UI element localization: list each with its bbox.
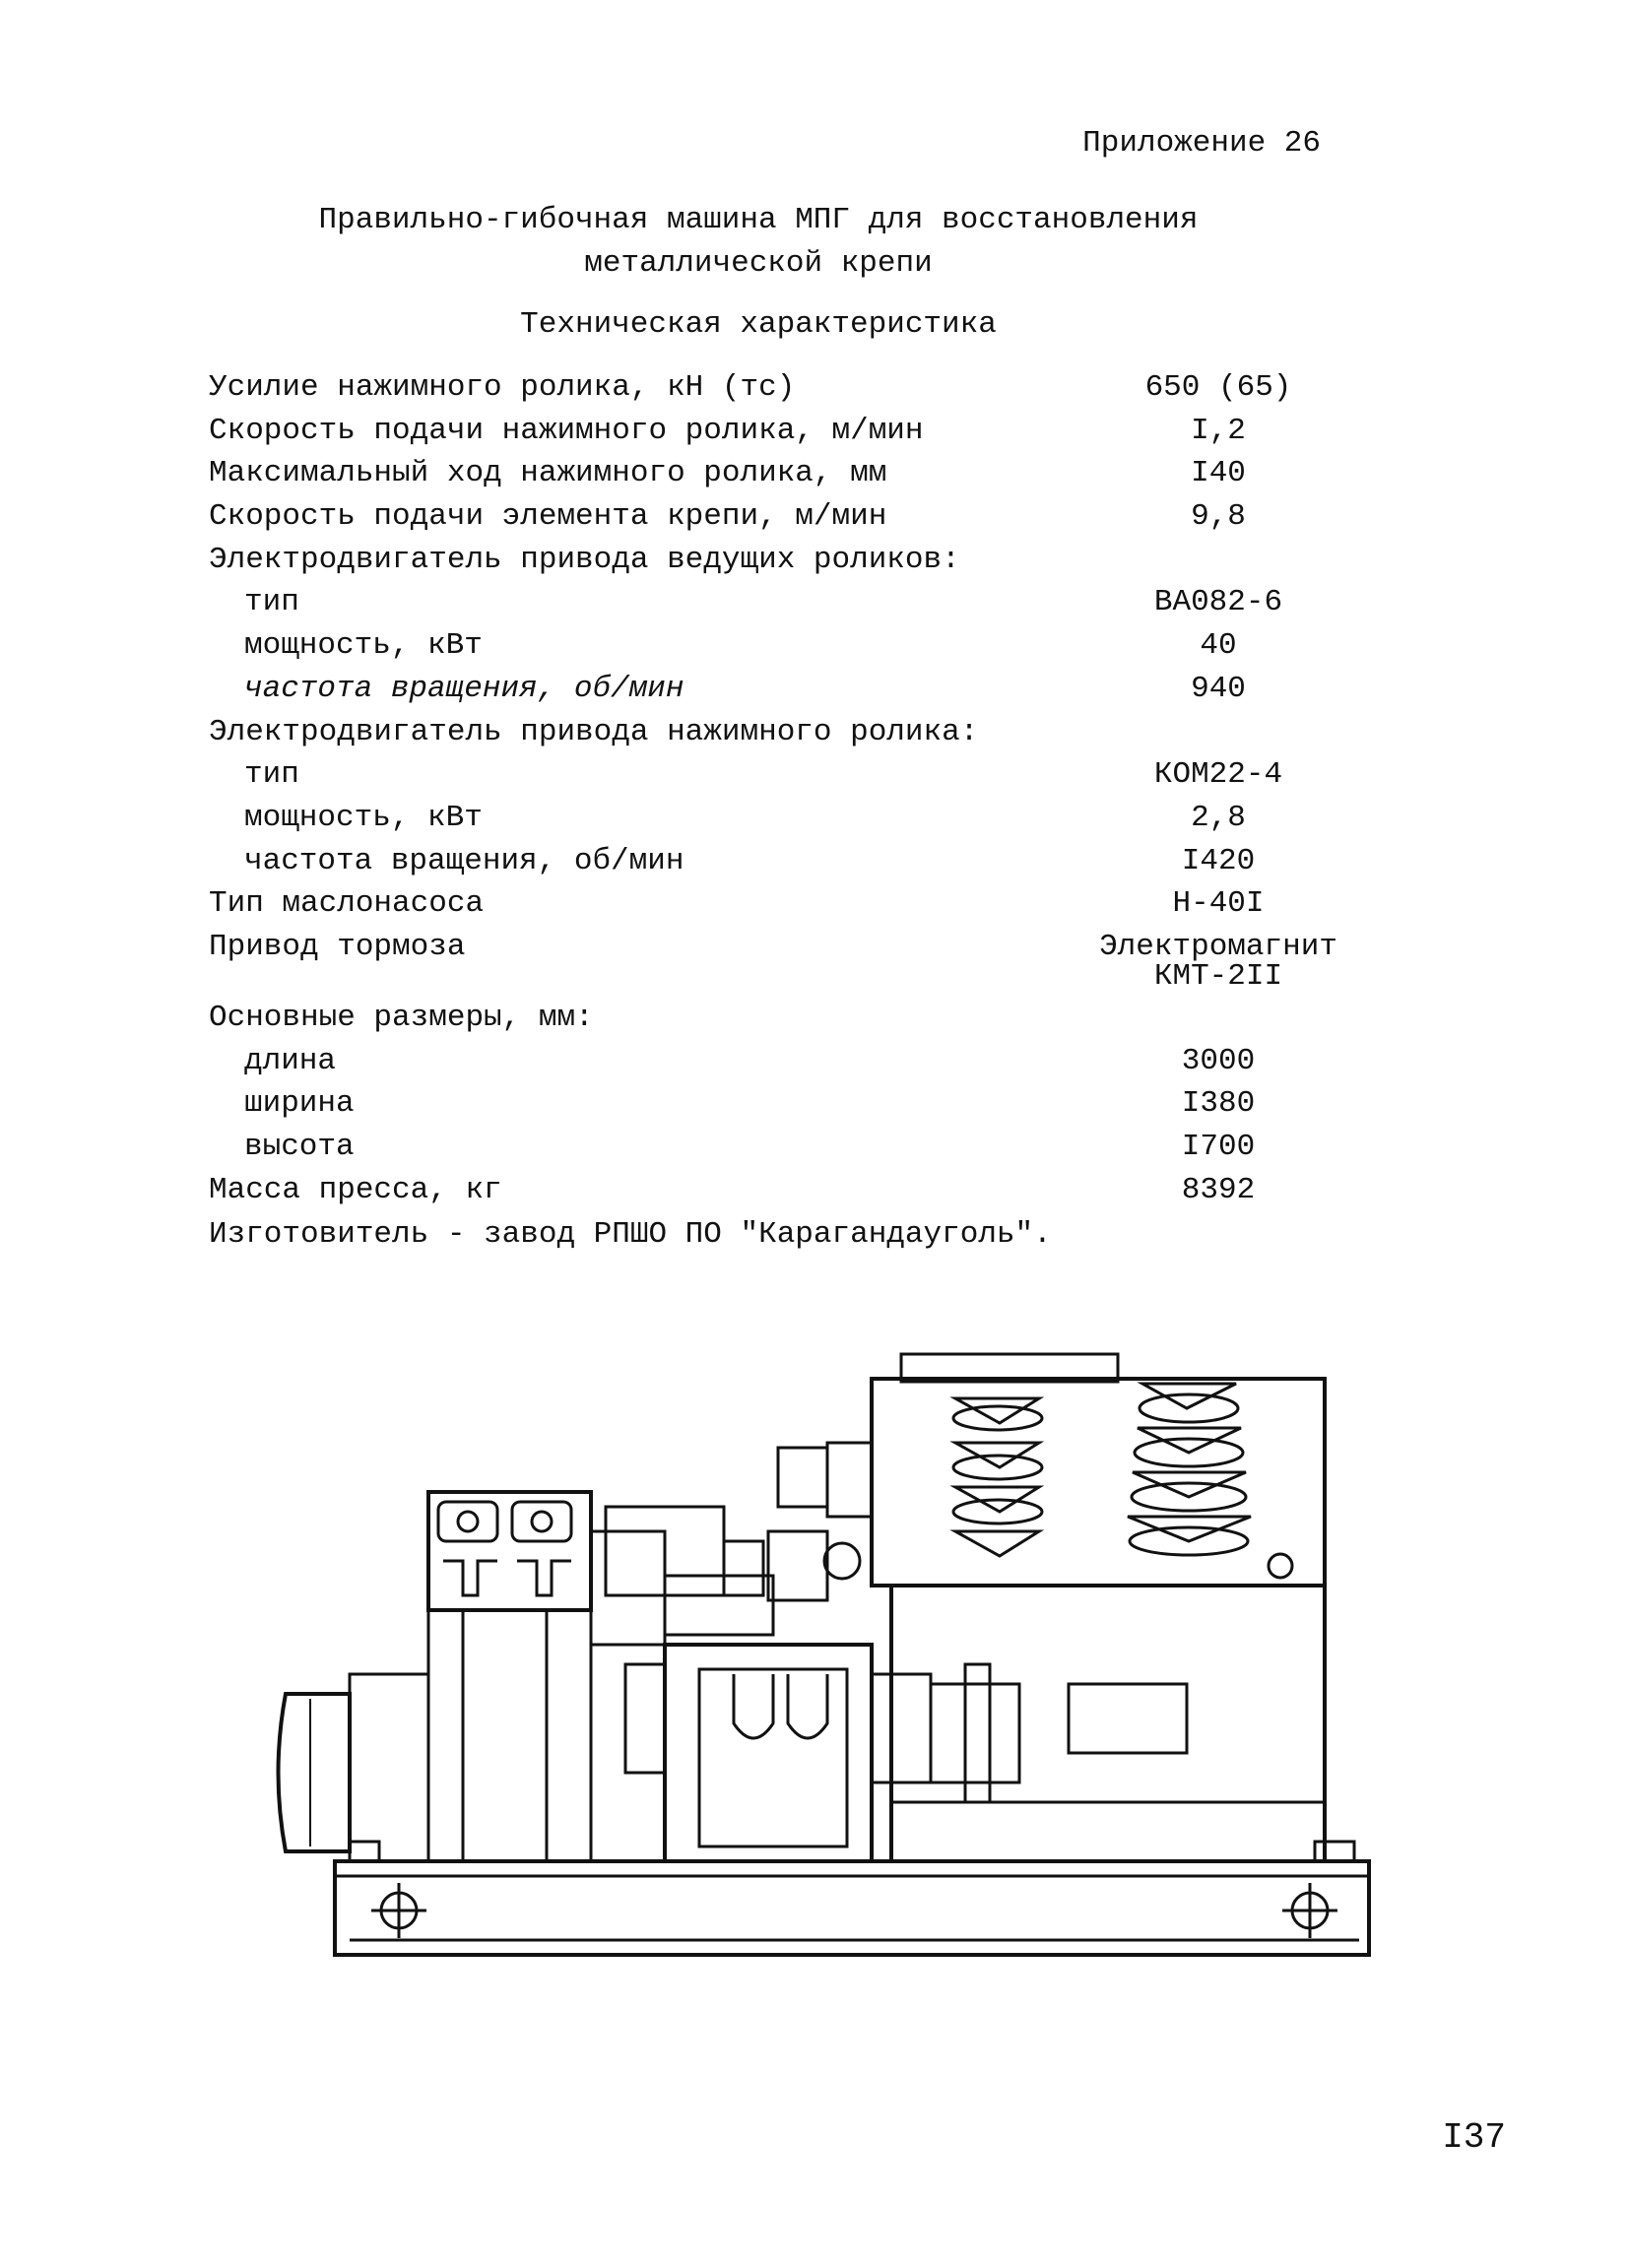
spec-row xyxy=(209,624,1351,668)
spec-row xyxy=(209,410,1351,453)
spec-value: I,2 xyxy=(1191,413,1246,448)
spec-value: I420 xyxy=(1181,843,1256,878)
spec-value: 40 xyxy=(1200,628,1237,664)
transmission-housing xyxy=(665,1645,872,1861)
spec-row xyxy=(209,539,1351,582)
spec-label: частота вращения, об/мин xyxy=(244,843,684,878)
spec-label: Электродвигатель привода нажимного ролика: xyxy=(209,714,979,749)
spec-label: Привод тормоза xyxy=(209,929,466,964)
machine-drawing xyxy=(251,1310,1413,1979)
spec-label: длина xyxy=(244,1043,337,1078)
spec-row xyxy=(209,366,1351,410)
spec-label: Тип маслонасоса xyxy=(209,886,485,922)
spec-label: Усилие нажимного ролика, кН (тс) xyxy=(209,370,796,405)
spec-row xyxy=(209,581,1351,624)
spec-value: 2,8 xyxy=(1191,800,1246,835)
control-cabinet xyxy=(428,1492,591,1610)
title-line-1: Правильно-гибочная машина МПГ для восстановления xyxy=(318,203,1199,237)
roller-stand xyxy=(872,1379,1325,1586)
pulley-right xyxy=(1128,1384,1251,1555)
spec-label: высота xyxy=(244,1130,355,1164)
spec-value: 8392 xyxy=(1181,1172,1256,1207)
title-line-2: металлической крепи xyxy=(584,246,933,281)
spec-value: КОМ22-4 xyxy=(1153,757,1283,793)
drive-motor xyxy=(279,1694,351,1851)
spec-value: 940 xyxy=(1191,671,1246,706)
spec-label: мощность, кВт xyxy=(244,628,483,664)
spec-row xyxy=(209,1082,1351,1126)
spec-label: Максимальный ход нажимного ролика, мм xyxy=(209,456,887,491)
spec-label: Основные размеры, мм: xyxy=(209,1000,594,1035)
spec-row xyxy=(209,452,1351,495)
spec-value: ВА082-6 xyxy=(1153,585,1283,620)
spec-row xyxy=(209,753,1351,797)
main-housing xyxy=(891,1586,1325,1861)
spec-row xyxy=(209,1169,1351,1212)
pulley-left xyxy=(953,1398,1042,1556)
spec-label: тип xyxy=(244,585,299,620)
page-number: I37 xyxy=(1442,2117,1506,2158)
spec-value: I380 xyxy=(1181,1086,1256,1122)
spec-row xyxy=(209,882,1351,926)
document-title xyxy=(0,199,1517,286)
appendix-label: Приложение 26 xyxy=(1082,126,1321,161)
spec-value: I40 xyxy=(1191,456,1246,491)
spec-value: 3000 xyxy=(1181,1043,1256,1078)
spec-value: Н-40I xyxy=(1172,886,1265,922)
spec-label: Скорость подачи нажимного ролика, м/мин xyxy=(209,413,924,448)
spec-label: Масса пресса, кг xyxy=(209,1172,502,1207)
gearbox xyxy=(591,1531,665,1645)
spec-row xyxy=(209,668,1351,711)
spec-label: тип xyxy=(244,757,299,793)
spec-label: частота вращения, об/мин xyxy=(244,671,684,706)
spec-label: ширина xyxy=(244,1086,355,1122)
spec-row xyxy=(209,840,1351,883)
spec-value: 650 (65) xyxy=(1144,370,1292,405)
spec-row xyxy=(209,711,1351,754)
spec-row xyxy=(209,495,1351,539)
spec-row xyxy=(209,797,1351,840)
spec-value: 9,8 xyxy=(1191,499,1246,535)
spec-row xyxy=(209,1126,1351,1169)
spec-value: Электромагнит КМТ-2II xyxy=(1099,929,1337,994)
spec-table xyxy=(209,366,1351,1211)
mount-mark-icon xyxy=(371,1883,426,1938)
spec-label: Электродвигатель привода ведущих роликов: xyxy=(209,542,960,577)
spec-label: Скорость подачи элемента крепи, м/мин xyxy=(209,499,887,535)
mount-mark-icon xyxy=(1282,1883,1337,1938)
section-subtitle: Техническая характеристика xyxy=(520,307,997,342)
spec-value: I700 xyxy=(1181,1130,1256,1164)
manufacturer-note: Изготовитель - завод РПШО ПО "Карагандауголь". xyxy=(209,1217,1052,1252)
spec-row xyxy=(209,997,1351,1040)
spec-row xyxy=(209,1040,1351,1083)
spec-label: мощность, кВт xyxy=(244,800,483,835)
spec-row xyxy=(209,926,1351,997)
